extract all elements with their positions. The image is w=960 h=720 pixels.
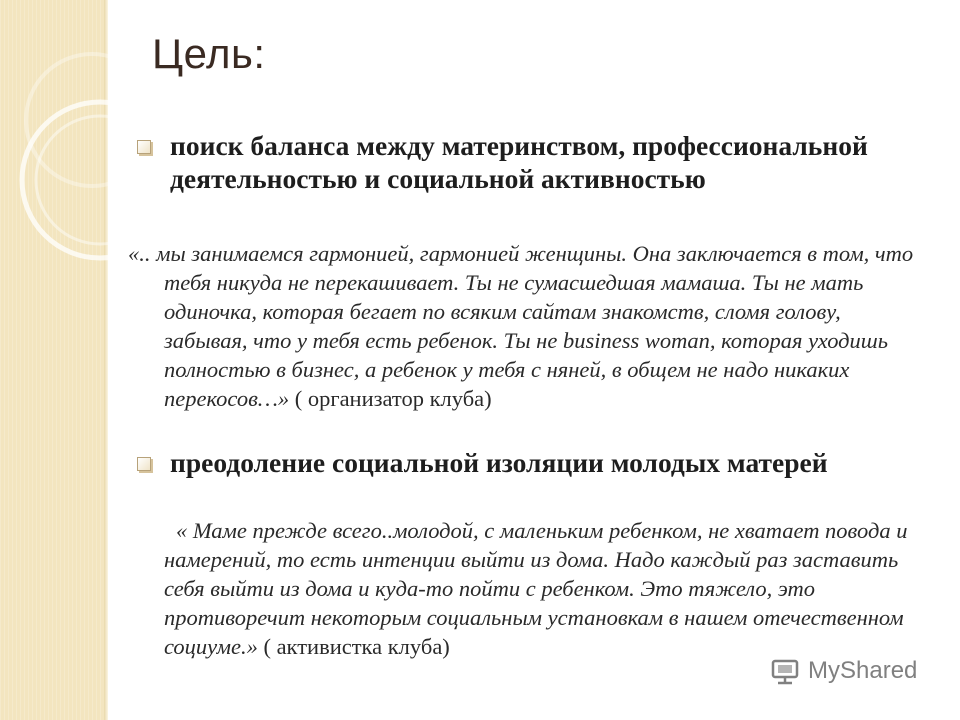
goal-heading-2: преодоление социальной изоляции молодых матерей (170, 447, 828, 478)
page-title: Цель: (152, 30, 266, 77)
quote-text: « Маме прежде всего..молодой, с маленьким ребенком, не хватает повода и намерений, то есть интенции выйти из дома. Надо каждый раз заставить себя выйти из дома и куда-то пойти с ребенком. Это тяжело, это противоречит некоторым социальным установкам в нашем отечественном социуме.» (164, 518, 908, 659)
quote-attribution: ( организатор клуба) (294, 386, 492, 411)
projector-icon (770, 657, 800, 685)
quote-attribution: ( активистка клуба) (263, 634, 450, 659)
goal-quote-2 (164, 516, 944, 661)
watermark (770, 657, 917, 685)
watermark-text: MyShared (808, 657, 918, 684)
goal-heading-1: поиск баланса между материнством, профессиональной деятельностью и социальной активностью (170, 130, 868, 194)
bullet-icon (137, 140, 151, 154)
bullet-icon (137, 457, 151, 471)
goal-quote-1 (128, 239, 928, 413)
quote-text: «.. мы занимаемся гармонией, гармонией женщины. Она заключается в том, что тебя никуда не перекашивает. Ты не сумасшедшая мамаша. Ты не мать одиночка, которая бегает по всяким сайтам знакомств, сломя голову, забывая, что у тебя есть ребенок. Ты не business woman, которая уходишь полностью в бизнес, а ребенок у тебя с няней, в общем не надо никаких перекосов…» (128, 241, 914, 411)
